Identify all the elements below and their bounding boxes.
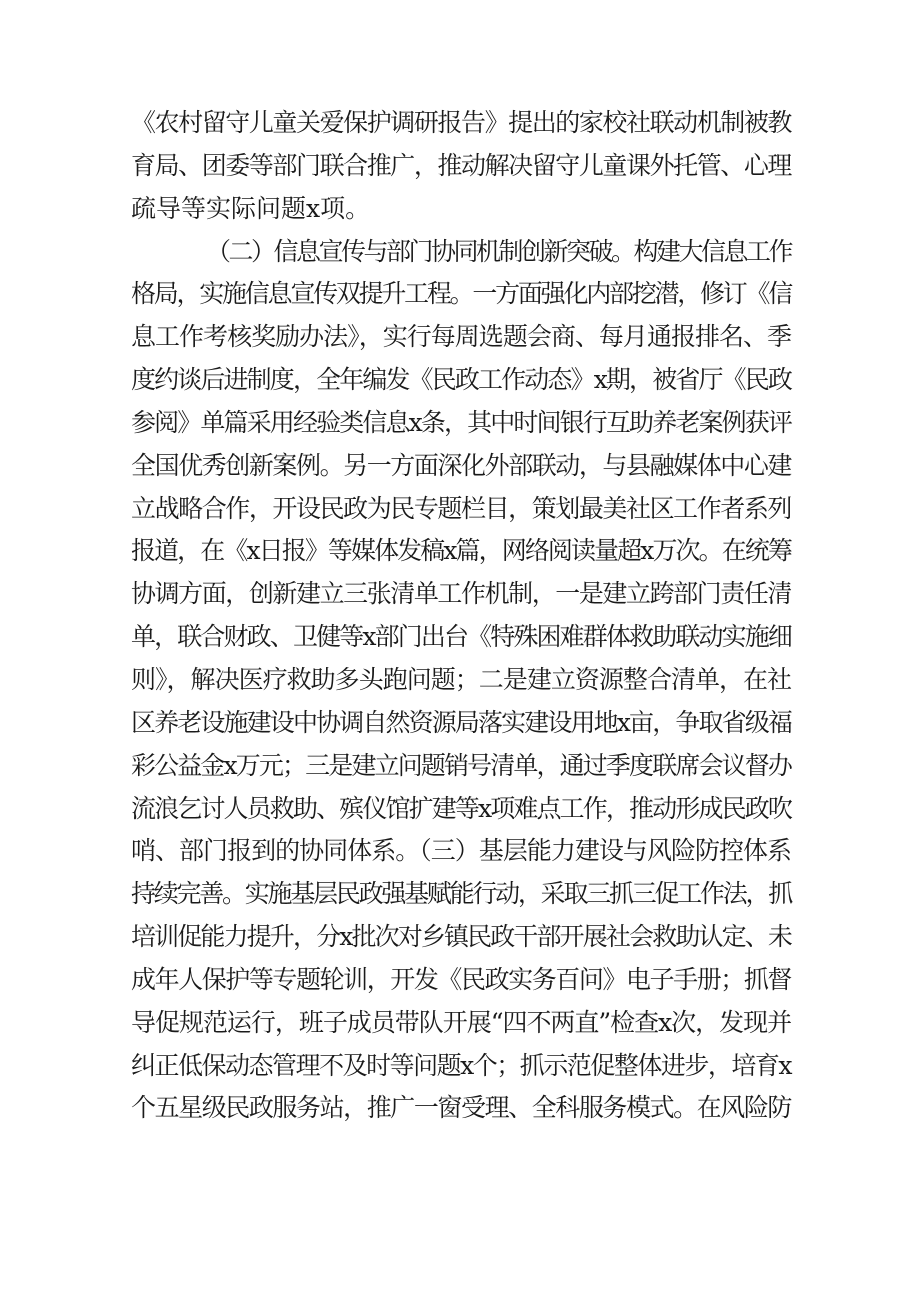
text-line-14: 则》，解决医疗救助多头跑问题；二是建立资源整合清单，在社 bbox=[131, 664, 792, 694]
text-line-10: 立战略合作，开设民政为民专题栏目，策划最美社区工作者系列 bbox=[131, 493, 791, 523]
text-line-16: 彩公益金x万元；三是建立问题销号清单，通过季度联席会议督办 bbox=[131, 750, 791, 780]
text-line-19: 持续完善。实施基层民政强基赋能行动，采取三抓三促工作法，抓 bbox=[131, 879, 792, 909]
text-line-13: 单，联合财政、卫健等x部门出台《特殊困难群体救助联动实施细 bbox=[131, 622, 791, 652]
text-line-21: 成年人保护等专题轮训，开发《民政实务百问》电子手册；抓督 bbox=[131, 964, 791, 994]
text-line-17: 流浪乞讨人员救助、殡仪馆扩建等x项难点工作，推动形成民政吹 bbox=[131, 793, 791, 823]
text-line-3: 疏导等实际问题x项。 bbox=[131, 193, 371, 223]
text-line-6: 息工作考核奖励办法》，实行每周选题会商、每月通报排名、季 bbox=[131, 322, 792, 352]
text-line-1: 《农村留守儿童关爱保护调研报告》提出的家校社联动机制被教 bbox=[131, 108, 791, 137]
text-line-24: 个五星级民政服务站，推广一窗受理、全科服务模式。在风险防 bbox=[131, 1093, 791, 1123]
text-line-5: 格局，实施信息宣传双提升工程。一方面强化内部挖潜，修订《信 bbox=[131, 279, 792, 309]
text-line-11: 报道，在《x日报》等媒体发稿x篇，网络阅读量超x万次。在统筹 bbox=[131, 536, 792, 566]
text-line-23: 纠正低保动态管理不及时等问题x个；抓示范促整体进步，培育x bbox=[131, 1050, 791, 1080]
text-line-18: 哨、部门报到的协同体系。（三）基层能力建设与风险防控体系 bbox=[131, 836, 792, 866]
body-text bbox=[131, 102, 791, 1130]
text-line-8: 参阅》单篇采用经验类信息x条，其中时间银行互助养老案例获评 bbox=[131, 407, 791, 437]
text-line-4: （二）信息宣传与部门协同机制创新突破。构建大信息工作 bbox=[206, 236, 792, 266]
text-line-9: 全国优秀创新案例。另一方面深化外部联动，与县融媒体中心建 bbox=[131, 450, 791, 480]
text-line-22: 导促规范运行，班子成员带队开展“四不两直”检查x次，发现并 bbox=[131, 1007, 792, 1037]
text-line-20: 培训促能力提升，分x批次对乡镇民政干部开展社会救助认定、未 bbox=[131, 922, 791, 952]
text-line-12: 协调方面，创新建立三张清单工作机制，一是建立跨部门责任清 bbox=[131, 579, 791, 609]
text-line-2: 育局、团委等部门联合推广，推动解决留守儿童课外托管、心理 bbox=[131, 150, 791, 180]
text-line-7: 度约谈后进制度，全年编发《民政工作动态》x期，被省厅《民政 bbox=[131, 365, 791, 395]
text-line-15: 区养老设施建设中协调自然资源局落实建设用地x亩，争取省级福 bbox=[131, 707, 791, 737]
